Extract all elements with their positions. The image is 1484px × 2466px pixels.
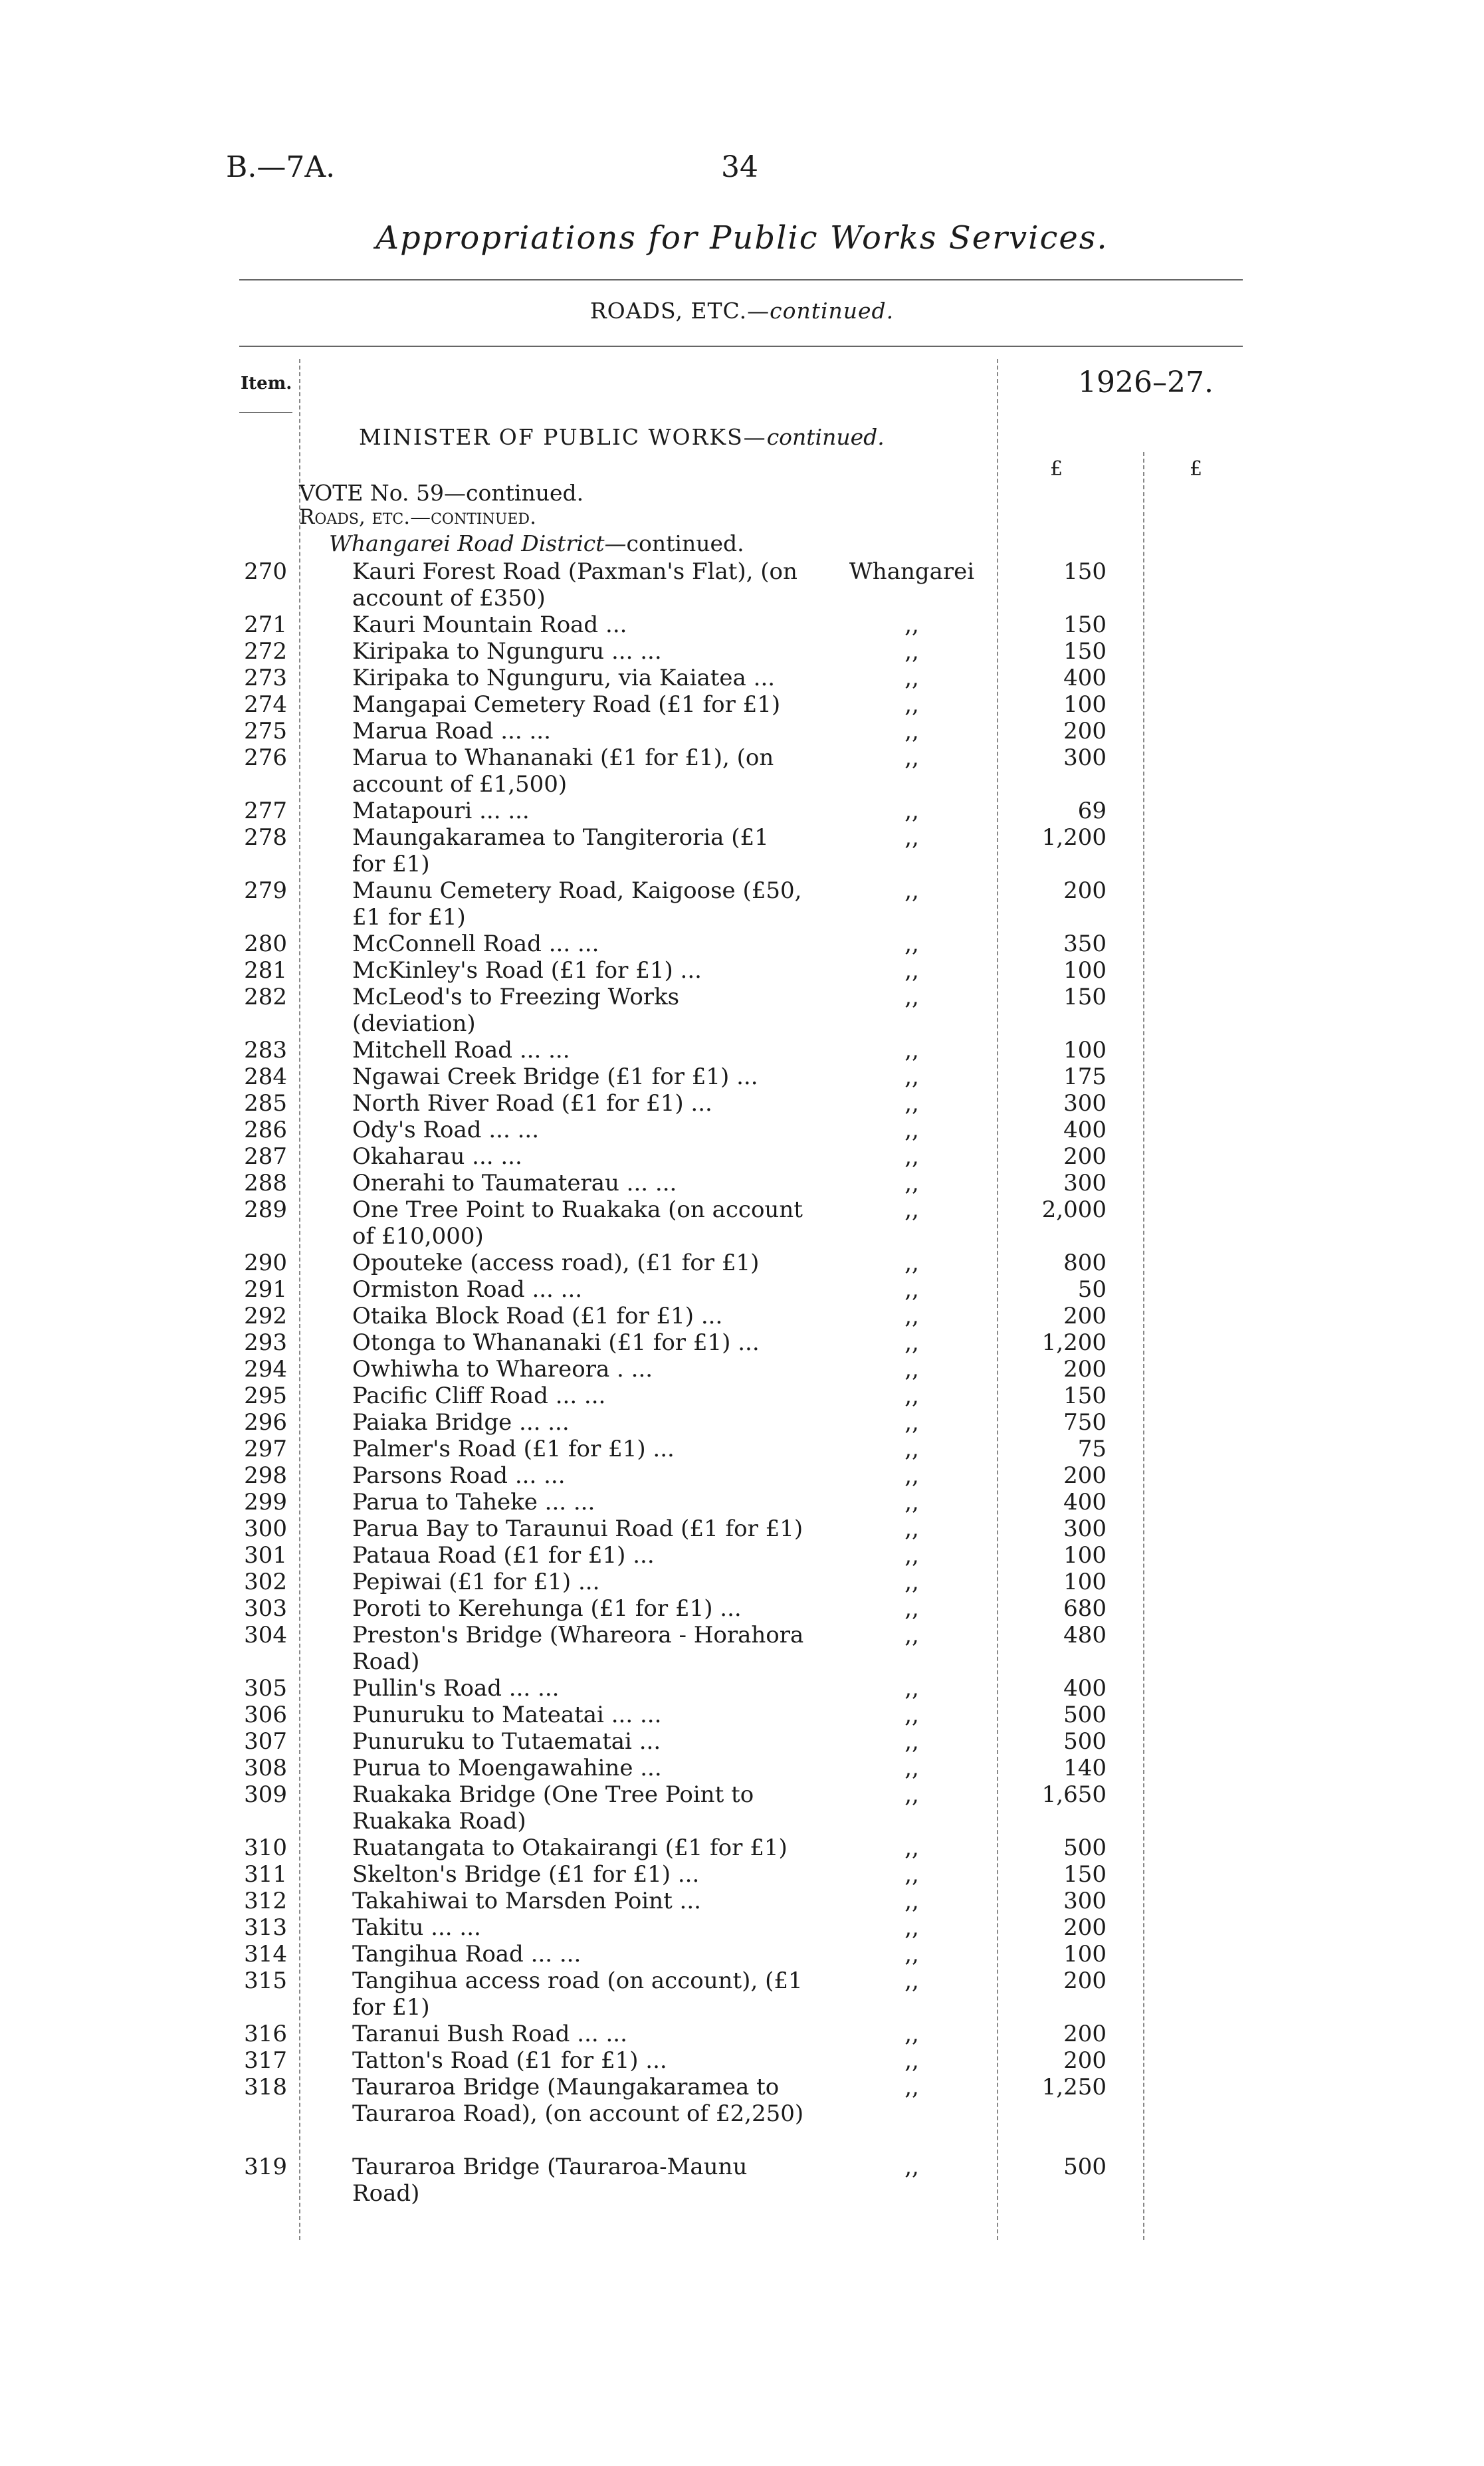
table-row (0, 1037, 1484, 1064)
table-row (0, 1781, 1484, 1835)
item-number: 302 (244, 1569, 287, 1595)
item-number: 274 (244, 691, 287, 718)
item-amount: 200 (1063, 2047, 1107, 2074)
item-number: 297 (244, 1436, 287, 1462)
item-number: 315 (244, 1967, 287, 1994)
item-description: Pataua Road (£1 for £1) ... (352, 1542, 655, 1569)
item-column-header: Item. (241, 374, 292, 393)
table-row (0, 1117, 1484, 1143)
item-description: Ody's Road ... ... (352, 1117, 540, 1143)
item-amount: 150 (1063, 1861, 1107, 1888)
table-row (0, 1914, 1484, 1941)
table-row (0, 1170, 1484, 1196)
item-number: 298 (244, 1462, 287, 1489)
item-description: Marua Road ... ... (352, 718, 551, 744)
item-number: 280 (244, 931, 287, 957)
item-amount: 150 (1063, 612, 1107, 638)
item-description: McConnell Road ... ... (352, 931, 599, 957)
table-row (0, 1143, 1484, 1170)
item-number: 316 (244, 2021, 287, 2047)
table-row (0, 984, 1484, 1037)
table-row (0, 957, 1484, 984)
item-location: ,, (904, 1835, 919, 1861)
item-amount: 200 (1063, 877, 1107, 904)
item-location: ,, (904, 877, 919, 904)
item-number: 308 (244, 1755, 287, 1781)
item-location: ,, (904, 1090, 919, 1117)
table-row (0, 665, 1484, 691)
table-row (0, 2154, 1484, 2207)
item-location: ,, (904, 1462, 919, 1489)
table-row (0, 798, 1484, 824)
item-location: ,, (904, 1702, 919, 1728)
page-number: 34 (721, 150, 758, 184)
header-rule (239, 346, 1243, 347)
item-number: 277 (244, 798, 287, 824)
table-row (0, 2047, 1484, 2074)
item-number: 295 (244, 1383, 287, 1409)
item-location: ,, (904, 2047, 919, 2074)
item-number: 294 (244, 1356, 287, 1383)
item-amount: 350 (1063, 931, 1107, 957)
item-number: 296 (244, 1409, 287, 1436)
item-description: McKinley's Road (£1 for £1) ... (352, 957, 702, 984)
item-number: 285 (244, 1090, 287, 1117)
item-amount: 200 (1063, 1914, 1107, 1941)
item-location: ,, (904, 2021, 919, 2047)
item-number: 290 (244, 1250, 287, 1276)
item-number: 282 (244, 984, 287, 1010)
table-row (0, 1303, 1484, 1329)
item-number: 289 (244, 1196, 287, 1223)
item-number: 310 (244, 1835, 287, 1861)
item-description: McLeod's to Freezing Works (deviation) (352, 984, 680, 1037)
item-description: Ruakaka Bridge (One Tree Point to Ruakaka Road) (352, 1781, 754, 1835)
item-description: Pacific Cliff Road ... ... (352, 1383, 606, 1409)
item-location: ,, (904, 1117, 919, 1143)
item-location: ,, (904, 1888, 919, 1914)
currency-symbol-total: £ (1190, 457, 1203, 481)
item-number: 283 (244, 1037, 287, 1064)
table-row (0, 1196, 1484, 1250)
item-number: 293 (244, 1329, 287, 1356)
item-description: Kauri Forest Road (Paxman's Flat), (on account of £350) (352, 558, 797, 612)
item-description: Pullin's Road ... ... (352, 1675, 560, 1702)
vote-heading: VOTE No. 59—continued. (299, 480, 584, 506)
item-number: 270 (244, 558, 287, 585)
item-amount: 200 (1063, 1143, 1107, 1170)
item-number: 278 (244, 824, 287, 851)
item-number: 299 (244, 1489, 287, 1515)
item-number: 273 (244, 665, 287, 691)
item-description: Taranui Bush Road ... ... (352, 2021, 627, 2047)
item-location: Whangarei (849, 558, 975, 585)
item-description: North River Road (£1 for £1) ... (352, 1090, 712, 1117)
year-column-header: 1926–27. (1078, 366, 1214, 399)
item-amount: 300 (1063, 1888, 1107, 1914)
item-amount: 750 (1063, 1409, 1107, 1436)
item-description: Punuruku to Mateatai ... ... (352, 1702, 662, 1728)
item-description: Tauraroa Bridge (Maungakaramea to Tauraroa Road), (on account of £2,250) (352, 2074, 804, 2127)
table-row (0, 877, 1484, 931)
item-number: 276 (244, 744, 287, 771)
item-description: One Tree Point to Ruakaka (on account of £10,000) (352, 1196, 803, 1250)
item-description: Otaika Block Road (£1 for £1) ... (352, 1303, 723, 1329)
table-row (0, 1064, 1484, 1090)
item-description: Mitchell Road ... ... (352, 1037, 570, 1064)
item-location: ,, (904, 1276, 919, 1303)
item-description: Tangihua Road ... ... (352, 1941, 582, 1967)
table-row (0, 1489, 1484, 1515)
item-amount: 150 (1063, 558, 1107, 585)
item-description: Kiripaka to Ngunguru ... ... (352, 638, 662, 665)
item-location: ,, (904, 1250, 919, 1276)
item-header-rule (239, 412, 292, 413)
item-number: 305 (244, 1675, 287, 1702)
item-description: Tauraroa Bridge (Tauraroa-Maunu Road) (352, 2154, 748, 2207)
item-number: 307 (244, 1728, 287, 1755)
roads-subheading: Roads, etc.—continued. (299, 505, 536, 529)
item-amount: 1,200 (1041, 1329, 1107, 1356)
item-location: ,, (904, 1143, 919, 1170)
item-location: ,, (904, 1941, 919, 1967)
table-row (0, 1675, 1484, 1702)
item-number: 306 (244, 1702, 287, 1728)
item-amount: 150 (1063, 1383, 1107, 1409)
table-row (0, 1755, 1484, 1781)
item-amount: 175 (1063, 1064, 1107, 1090)
item-location: ,, (904, 1515, 919, 1542)
item-amount: 2,000 (1041, 1196, 1107, 1223)
item-amount: 400 (1063, 1675, 1107, 1702)
table-row (0, 1436, 1484, 1462)
district-heading-suffix: continued. (626, 530, 744, 556)
item-amount: 480 (1063, 1622, 1107, 1648)
item-location: ,, (904, 1170, 919, 1196)
item-location: ,, (904, 612, 919, 638)
item-amount: 100 (1063, 1037, 1107, 1064)
item-location: ,, (904, 718, 919, 744)
item-location: ,, (904, 1755, 919, 1781)
item-number: 287 (244, 1143, 287, 1170)
item-description: Ngawai Creek Bridge (£1 for £1) ... (352, 1064, 758, 1090)
item-description: Mangapai Cemetery Road (£1 for £1) (352, 691, 781, 718)
item-description: Preston's Bridge (Whareora - Horahora Road) (352, 1622, 804, 1675)
item-description: Takahiwai to Marsden Point ... (352, 1888, 701, 1914)
minister-heading (359, 424, 885, 450)
appropriation-table (0, 558, 1484, 2207)
table-row (0, 931, 1484, 957)
minister-heading-text: MINISTER OF PUBLIC WORKS— (359, 424, 767, 450)
item-number: 312 (244, 1888, 287, 1914)
item-description: Maungakaramea to Tangiteroria (£1 for £1) (352, 824, 769, 877)
item-location: ,, (904, 931, 919, 957)
item-description: Skelton's Bridge (£1 for £1) ... (352, 1861, 700, 1888)
table-row (0, 1728, 1484, 1755)
item-number: 272 (244, 638, 287, 665)
item-location: ,, (904, 1675, 919, 1702)
table-row (0, 1329, 1484, 1356)
item-description: Ormiston Road ... ... (352, 1276, 583, 1303)
item-location: ,, (904, 638, 919, 665)
item-amount: 100 (1063, 1542, 1107, 1569)
item-number: 291 (244, 1276, 287, 1303)
table-row (0, 1515, 1484, 1542)
item-amount: 500 (1063, 1702, 1107, 1728)
currency-symbol-amount: £ (1050, 457, 1063, 481)
item-description: Otonga to Whananaki (£1 for £1) ... (352, 1329, 760, 1356)
table-row (0, 1569, 1484, 1595)
item-description: Paiaka Bridge ... ... (352, 1409, 570, 1436)
item-location: ,, (904, 1781, 919, 1808)
item-location: ,, (904, 1914, 919, 1941)
table-row (0, 558, 1484, 612)
item-amount: 800 (1063, 1250, 1107, 1276)
table-row (0, 1356, 1484, 1383)
item-location: ,, (904, 1542, 919, 1569)
item-location: ,, (904, 798, 919, 824)
item-location: ,, (904, 1383, 919, 1409)
table-row (0, 1702, 1484, 1728)
table-row (0, 1888, 1484, 1914)
table-row (0, 1090, 1484, 1117)
item-description: Parua Bay to Taraunui Road (£1 for £1) (352, 1515, 803, 1542)
item-description: Parua to Taheke ... ... (352, 1489, 595, 1515)
item-amount: 200 (1063, 1356, 1107, 1383)
item-location: ,, (904, 1728, 919, 1755)
item-amount: 1,250 (1041, 2074, 1107, 2100)
item-amount: 300 (1063, 1515, 1107, 1542)
item-number: 281 (244, 957, 287, 984)
table-row (0, 1409, 1484, 1436)
item-location: ,, (904, 1967, 919, 1994)
item-description: Tatton's Road (£1 for £1) ... (352, 2047, 667, 2074)
item-amount: 100 (1063, 691, 1107, 718)
item-description: Palmer's Road (£1 for £1) ... (352, 1436, 675, 1462)
item-location: ,, (904, 1064, 919, 1090)
item-description: Ruatangata to Otakairangi (£1 for £1) (352, 1835, 788, 1861)
item-amount: 680 (1063, 1595, 1107, 1622)
item-number: 301 (244, 1542, 287, 1569)
item-description: Punuruku to Tutaematai ... (352, 1728, 661, 1755)
item-location: ,, (904, 1489, 919, 1515)
item-amount: 200 (1063, 1967, 1107, 1994)
item-location: ,, (904, 1037, 919, 1064)
section-title-text: ROADS, ETC.— (589, 298, 770, 324)
item-description: Okaharau ... ... (352, 1143, 522, 1170)
item-number: 309 (244, 1781, 287, 1808)
item-amount: 50 (1077, 1276, 1107, 1303)
item-amount: 500 (1063, 2154, 1107, 2180)
minister-heading-suffix: continued. (766, 424, 885, 450)
item-number: 292 (244, 1303, 287, 1329)
item-description: Parsons Road ... ... (352, 1462, 566, 1489)
item-location: ,, (904, 2074, 919, 2100)
item-location: ,, (904, 1409, 919, 1436)
item-amount: 400 (1063, 1489, 1107, 1515)
page-title: Appropriations for Public Works Services. (375, 219, 1109, 257)
table-row (0, 718, 1484, 744)
item-amount: 500 (1063, 1728, 1107, 1755)
table-row (0, 1835, 1484, 1861)
table-row (0, 1383, 1484, 1409)
table-row (0, 744, 1484, 798)
item-number: 286 (244, 1117, 287, 1143)
item-description: Kauri Mountain Road ... (352, 612, 627, 638)
section-title-suffix: continued. (770, 298, 895, 324)
table-row (0, 1941, 1484, 1967)
item-description: Opouteke (access road), (£1 for £1) (352, 1250, 760, 1276)
item-location: ,, (904, 1595, 919, 1622)
district-heading (329, 530, 744, 556)
item-location: ,, (904, 957, 919, 984)
item-location: ,, (904, 1436, 919, 1462)
item-location: ,, (904, 1861, 919, 1888)
item-amount: 200 (1063, 2021, 1107, 2047)
item-amount: 69 (1077, 798, 1107, 824)
table-row (0, 691, 1484, 718)
item-location: ,, (904, 665, 919, 691)
item-amount: 100 (1063, 1569, 1107, 1595)
title-rule (239, 279, 1243, 280)
item-location: ,, (904, 1622, 919, 1648)
item-number: 317 (244, 2047, 287, 2074)
item-amount: 200 (1063, 1462, 1107, 1489)
item-location: ,, (904, 1356, 919, 1383)
table-row (0, 1250, 1484, 1276)
item-location: ,, (904, 1196, 919, 1223)
table-row (0, 1462, 1484, 1489)
item-amount: 400 (1063, 665, 1107, 691)
table-row (0, 1276, 1484, 1303)
item-location: ,, (904, 1303, 919, 1329)
document-reference: B.—7A. (226, 150, 336, 184)
item-description: Tangihua access road (on account), (£1 for £1) (352, 1967, 803, 2021)
item-description: Owhiwha to Whareora . ... (352, 1356, 653, 1383)
item-amount: 100 (1063, 1941, 1107, 1967)
item-description: Onerahi to Taumaterau ... ... (352, 1170, 677, 1196)
item-amount: 300 (1063, 1090, 1107, 1117)
item-description: Purua to Moengawahine ... (352, 1755, 662, 1781)
item-number: 319 (244, 2154, 287, 2180)
item-amount: 75 (1077, 1436, 1107, 1462)
item-location: ,, (904, 691, 919, 718)
item-number: 275 (244, 718, 287, 744)
item-description: Pepiwai (£1 for £1) ... (352, 1569, 600, 1595)
item-description: Matapouri ... ... (352, 798, 530, 824)
item-amount: 400 (1063, 1117, 1107, 1143)
item-number: 288 (244, 1170, 287, 1196)
table-row (0, 1595, 1484, 1622)
item-description: Kiripaka to Ngunguru, via Kaiatea ... (352, 665, 776, 691)
table-row (0, 1542, 1484, 1569)
item-location: ,, (904, 744, 919, 771)
table-row (0, 1861, 1484, 1888)
table-row (0, 2074, 1484, 2154)
item-amount: 200 (1063, 1303, 1107, 1329)
item-number: 271 (244, 612, 287, 638)
item-location: ,, (904, 1329, 919, 1356)
table-row (0, 2021, 1484, 2047)
item-location: ,, (904, 2154, 919, 2180)
item-location: ,, (904, 1569, 919, 1595)
item-amount: 300 (1063, 1170, 1107, 1196)
item-number: 311 (244, 1861, 287, 1888)
item-number: 279 (244, 877, 287, 904)
district-heading-text: Whangarei Road District— (329, 530, 627, 556)
item-number: 318 (244, 2074, 287, 2100)
table-row (0, 1622, 1484, 1675)
item-amount: 150 (1063, 638, 1107, 665)
item-amount: 140 (1063, 1755, 1107, 1781)
item-amount: 1,650 (1041, 1781, 1107, 1808)
table-row (0, 1967, 1484, 2021)
item-description: Marua to Whananaki (£1 for £1), (on account of £1,500) (352, 744, 774, 798)
item-amount: 300 (1063, 744, 1107, 771)
item-description: Poroti to Kerehunga (£1 for £1) ... (352, 1595, 742, 1622)
item-amount: 100 (1063, 957, 1107, 984)
item-amount: 1,200 (1041, 824, 1107, 851)
item-description: Maunu Cemetery Road, Kaigoose (£50, £1 for £1) (352, 877, 802, 931)
item-number: 303 (244, 1595, 287, 1622)
item-location: ,, (904, 824, 919, 851)
table-row (0, 612, 1484, 638)
item-amount: 500 (1063, 1835, 1107, 1861)
item-number: 304 (244, 1622, 287, 1648)
item-description: Takitu ... ... (352, 1914, 481, 1941)
item-number: 313 (244, 1914, 287, 1941)
item-amount: 200 (1063, 718, 1107, 744)
item-number: 284 (244, 1064, 287, 1090)
item-amount: 150 (1063, 984, 1107, 1010)
item-number: 314 (244, 1941, 287, 1967)
section-title (0, 298, 1484, 324)
table-row (0, 824, 1484, 877)
table-row (0, 638, 1484, 665)
item-location: ,, (904, 984, 919, 1010)
item-number: 300 (244, 1515, 287, 1542)
